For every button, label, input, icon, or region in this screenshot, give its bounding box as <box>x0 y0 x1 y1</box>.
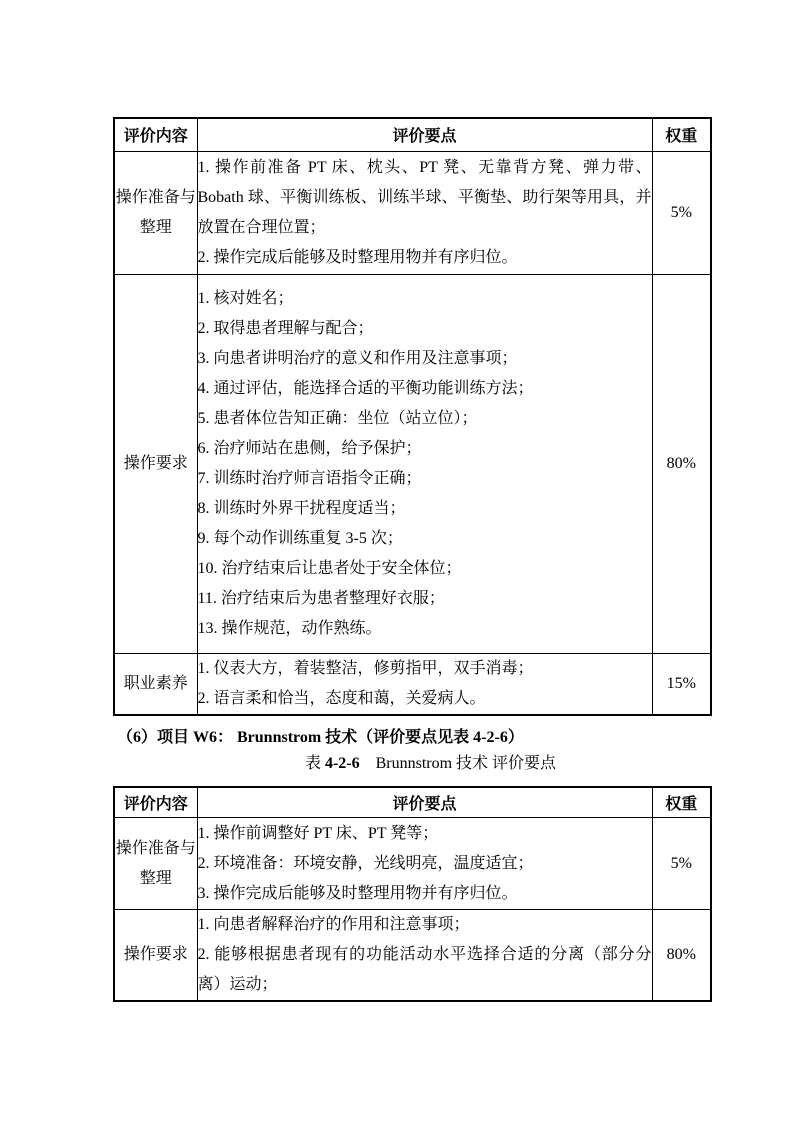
table-caption <box>113 751 710 777</box>
point-item: 7. 训练时治疗师言语指令正确； <box>197 469 422 487</box>
row-label: 操作要求 <box>114 910 197 1002</box>
page-content <box>113 117 710 1002</box>
points-cell <box>197 274 652 653</box>
points-cell <box>197 910 652 1002</box>
table1-header-row <box>114 118 711 151</box>
point-item: 2. 操作完成后能够及时整理用物并有序归位。 <box>197 248 518 266</box>
caption-title: Brunnstrom 技术 评价要点 <box>375 754 557 772</box>
section-heading: （6）项目 W6： Brunnstrom 技术（评价要点见表 4-2-6） <box>117 728 524 746</box>
point-item: 2. 能够根据患者现有的功能活动水平选择合适的分离（部分分离）运动； <box>197 946 652 993</box>
table2-header-weight: 权重 <box>652 787 711 818</box>
table2-row-operation <box>114 910 711 1002</box>
points-cell <box>197 151 652 274</box>
table1-header-content: 评价内容 <box>114 118 197 151</box>
weight-value: 5% <box>652 151 711 274</box>
weight-value: 80% <box>652 274 711 653</box>
point-item: 5. 患者体位告知正确：坐位（站立位）； <box>197 409 478 427</box>
point-item: 8. 训练时外界干扰程度适当； <box>197 499 406 517</box>
weight-value: 80% <box>652 910 711 1002</box>
table1-row-operation <box>114 274 711 653</box>
table2-header-content: 评价内容 <box>114 787 197 818</box>
row-label: 操作准备与整理 <box>114 818 197 910</box>
point-item: 13. 操作规范，动作熟练。 <box>197 619 382 637</box>
point-item: 1. 向患者解释治疗的作用和注意事项； <box>197 916 470 933</box>
point-item: 1. 操作前调整好 PT 床、PT 凳等； <box>197 824 439 842</box>
row-label: 职业素养 <box>114 653 197 715</box>
point-item: 4. 通过评估，能选择合适的平衡功能训练方法； <box>197 379 534 397</box>
point-item: 2. 环境准备：环境安静，光线明亮，温度适宜； <box>197 854 534 872</box>
point-item: 2. 取得患者理解与配合； <box>197 319 374 337</box>
table1-header-points: 评价要点 <box>197 118 652 151</box>
point-item: 1. 核对姓名； <box>197 289 294 307</box>
eval-table-1 <box>113 117 712 716</box>
table1-row-preparation <box>114 151 711 274</box>
caption-number: 4-2-6 <box>324 754 360 772</box>
eval-table-2 <box>113 786 712 1003</box>
point-item: 1. 仪表大方，着装整洁，修剪指甲，双手消毒； <box>197 659 534 677</box>
point-item: 9. 每个动作训练重复 3-5 次； <box>197 529 403 547</box>
points-cell <box>197 818 652 910</box>
point-item: 3. 操作完成后能够及时整理用物并有序归位。 <box>197 884 518 902</box>
point-item: 10. 治疗结束后让患者处于安全体位； <box>197 559 462 577</box>
weight-value: 15% <box>652 653 711 715</box>
table2-row-preparation <box>114 818 711 910</box>
point-item: 11. 治疗结束后为患者整理好衣服； <box>197 589 445 607</box>
row-label: 操作准备与整理 <box>114 151 197 274</box>
row-label: 操作要求 <box>114 274 197 653</box>
table2-header-row <box>114 787 711 818</box>
point-item: 1. 操作前准备 PT 床、枕头、PT 凳、无靠背方凳、弹力带、Bobath 球、平衡训练板、训练半球、平衡垫、助行架等用具，并放置在合理位置； <box>197 158 652 236</box>
point-item: 6. 治疗师站在患侧，给予保护； <box>197 439 422 457</box>
table1-row-professionalism <box>114 653 711 715</box>
table2-header-points: 评价要点 <box>197 787 652 818</box>
points-cell <box>197 653 652 715</box>
point-item: 2. 语言柔和恰当，态度和蔼，关爱病人。 <box>197 689 486 707</box>
point-item: 3. 向患者讲明治疗的意义和作用及注意事项； <box>197 349 518 367</box>
table1-header-weight: 权重 <box>652 118 711 151</box>
caption-prefix: 表 <box>304 754 321 772</box>
weight-value: 5% <box>652 818 711 910</box>
